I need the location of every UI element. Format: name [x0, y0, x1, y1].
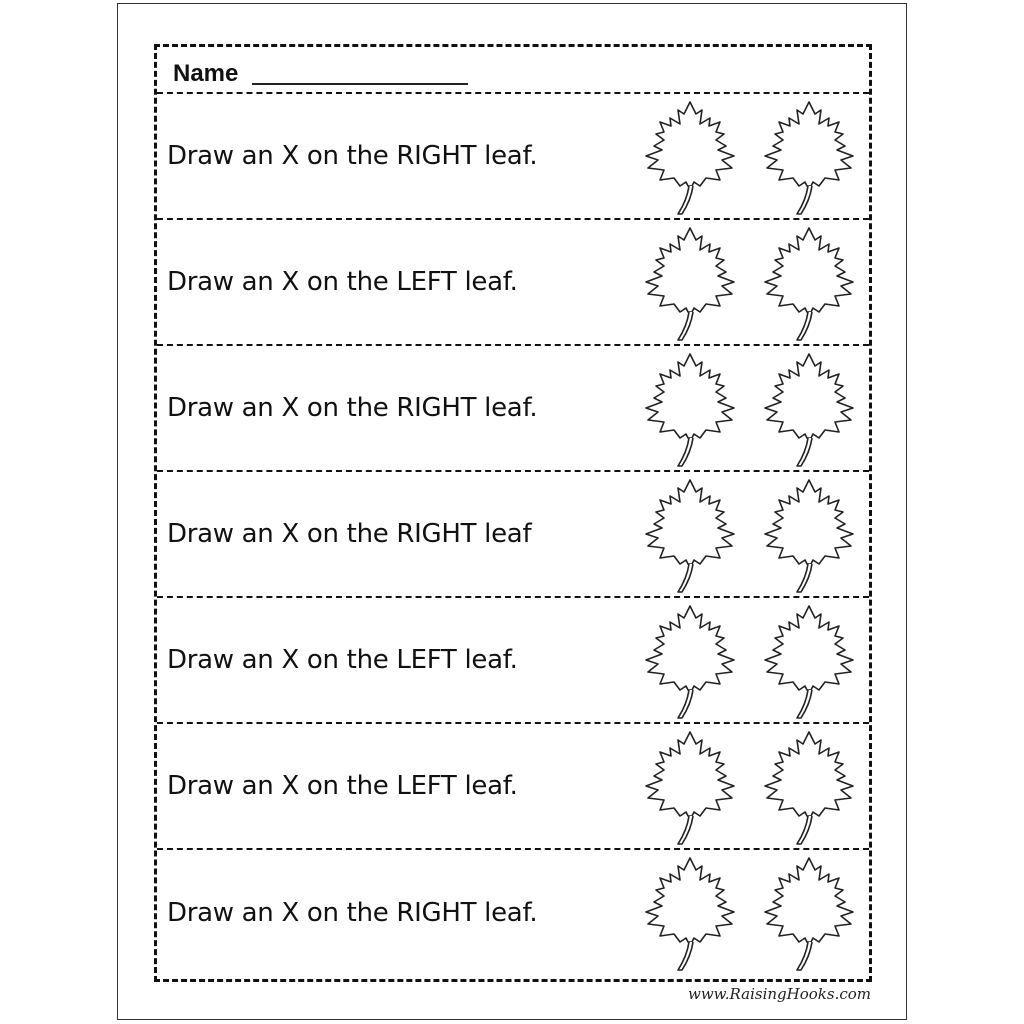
- task-instruction: Draw an X on the RIGHT leaf.: [167, 393, 538, 423]
- task-row: [157, 94, 869, 220]
- maple-leaf-icon[interactable]: [759, 730, 859, 846]
- maple-leaf-icon[interactable]: [759, 226, 859, 342]
- maple-leaf-icon[interactable]: [640, 226, 740, 342]
- maple-leaf-icon[interactable]: [640, 730, 740, 846]
- maple-leaf-icon[interactable]: [640, 856, 740, 972]
- task-instruction: Draw an X on the RIGHT leaf.: [167, 141, 538, 171]
- task-row: [157, 850, 869, 976]
- task-row: [157, 346, 869, 472]
- task-instruction: Draw an X on the RIGHT leaf.: [167, 898, 538, 928]
- website-credit: www.RaisingHooks.com: [688, 985, 871, 1003]
- maple-leaf-icon[interactable]: [759, 604, 859, 720]
- maple-leaf-icon[interactable]: [640, 604, 740, 720]
- task-row: [157, 472, 869, 598]
- name-field[interactable]: [252, 83, 468, 85]
- maple-leaf-icon[interactable]: [640, 100, 740, 216]
- task-instruction: Draw an X on the LEFT leaf.: [167, 771, 518, 801]
- maple-leaf-icon[interactable]: [759, 100, 859, 216]
- task-row: [157, 220, 869, 346]
- task-instruction: Draw an X on the LEFT leaf.: [167, 267, 518, 297]
- name-label: Name: [173, 60, 239, 87]
- maple-leaf-icon[interactable]: [640, 478, 740, 594]
- maple-leaf-icon[interactable]: [759, 352, 859, 468]
- maple-leaf-icon[interactable]: [759, 478, 859, 594]
- task-instruction: Draw an X on the LEFT leaf.: [167, 645, 518, 675]
- maple-leaf-icon[interactable]: [640, 352, 740, 468]
- maple-leaf-icon[interactable]: [759, 856, 859, 972]
- name-row: [157, 47, 869, 94]
- task-instruction: Draw an X on the RIGHT leaf: [167, 519, 532, 549]
- worksheet: [154, 44, 872, 982]
- task-row: [157, 598, 869, 724]
- task-row: [157, 724, 869, 850]
